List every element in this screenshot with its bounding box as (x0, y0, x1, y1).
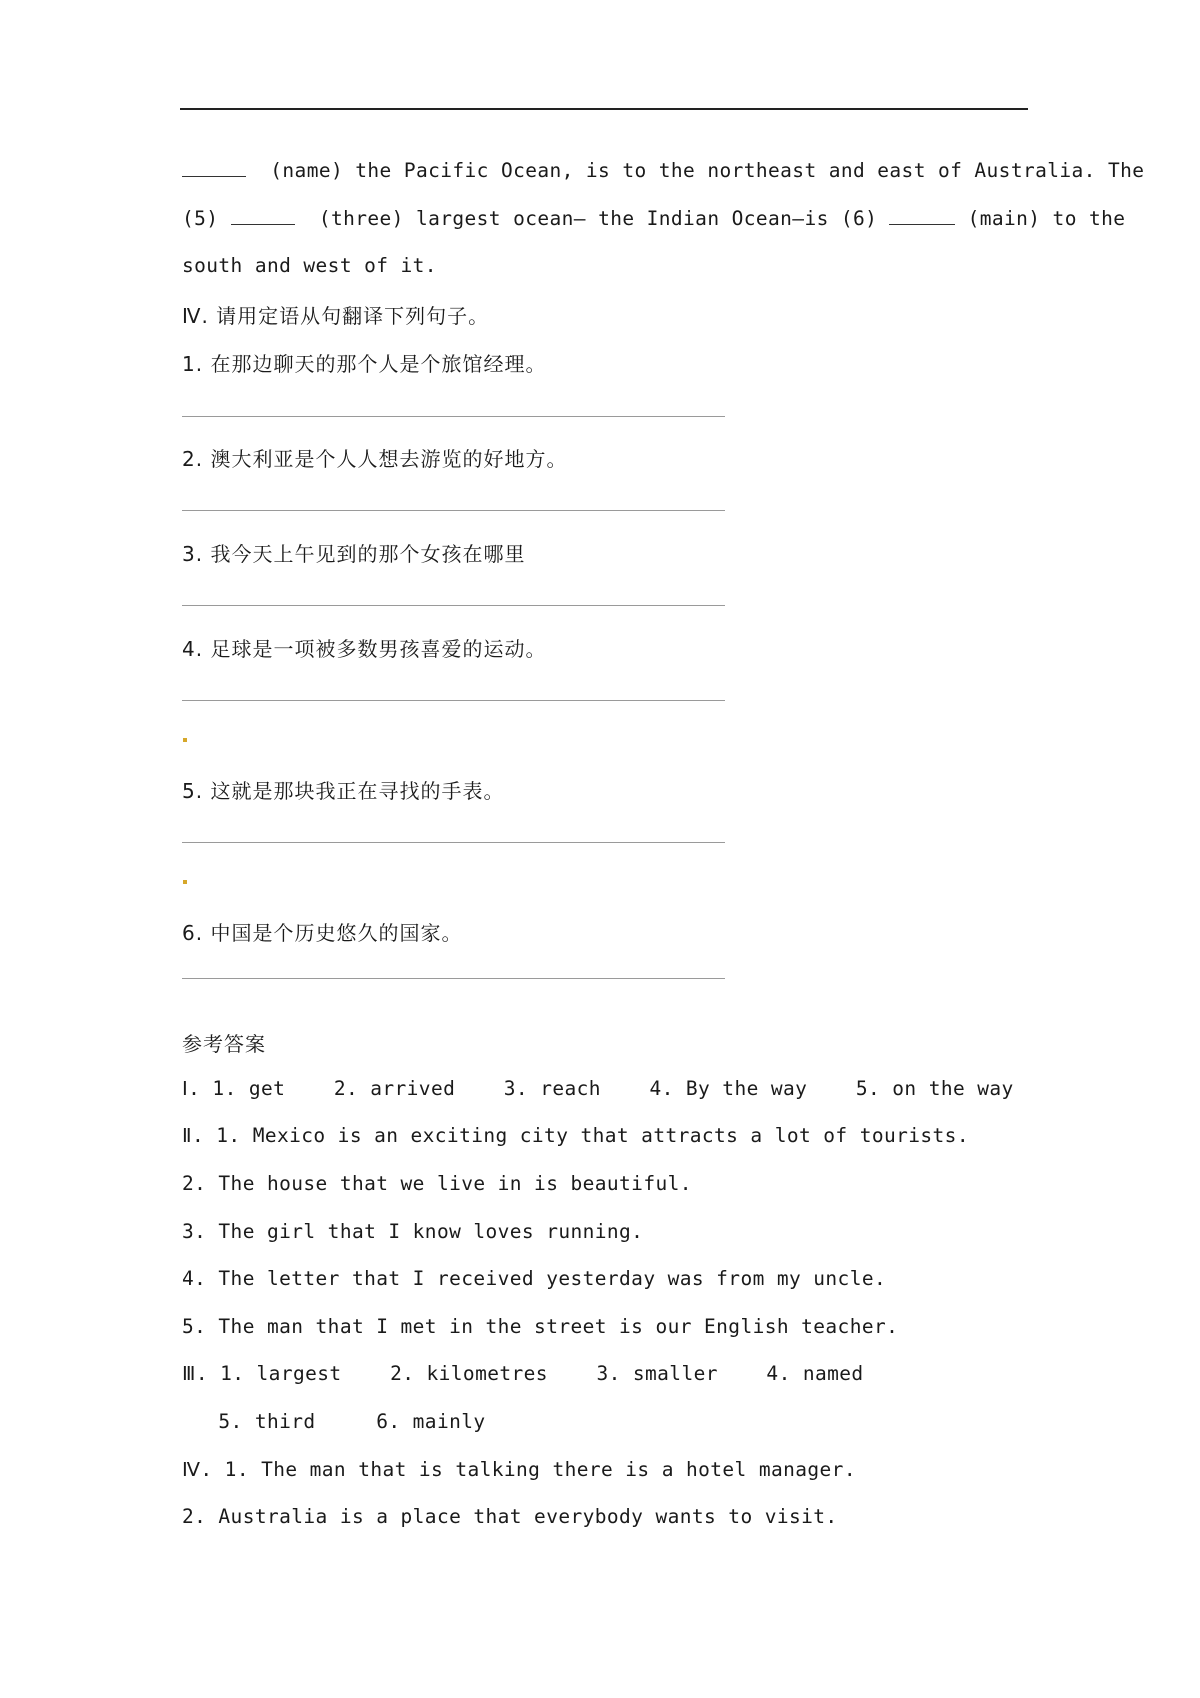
section-4-heading: Ⅳ. 请用定语从句翻译下列句子。 (182, 304, 490, 328)
answer-line-3[interactable] (182, 605, 725, 606)
translation-item-3: 3. 我今天上午见到的那个女孩在哪里 (182, 542, 526, 566)
translation-item-1: 1. 在那边聊天的那个人是个旅馆经理。 (182, 352, 547, 376)
stray-mark (183, 738, 187, 742)
translation-item-2: 2. 澳大利亚是个人人想去游览的好地方。 (182, 447, 568, 471)
answer-section-3-line-1: Ⅲ. 1. largest 2. kilometres 3. smaller 4. named (182, 1362, 864, 1385)
blank-5-number: (5) (182, 207, 219, 230)
answer-line-5[interactable] (182, 842, 725, 843)
passage-line-1-text: (name) the Pacific Ocean, is to the northeast and east of Australia. The (270, 159, 1145, 182)
answer-section-2-item-3: 3. The girl that I know loves running. (182, 1220, 644, 1243)
stray-mark (183, 880, 187, 884)
answer-section-2-item-2: 2. The house that we live in is beautiful. (182, 1172, 692, 1195)
passage-line-1 (182, 158, 1144, 182)
blank-6[interactable] (889, 206, 955, 225)
answer-line-1[interactable] (182, 416, 725, 417)
passage-line-2-tail: (main) to the (967, 207, 1126, 230)
translation-item-5: 5. 这就是那块我正在寻找的手表。 (182, 779, 505, 803)
answer-section-4-item-1: Ⅳ. 1. The man that is talking there is a hotel manager. (182, 1458, 856, 1481)
answers-heading: 参考答案 (182, 1032, 266, 1056)
passage-line-2 (182, 206, 1125, 230)
blank-5[interactable] (231, 206, 295, 225)
header-rule (180, 108, 1028, 110)
answer-section-2-item-4: 4. The letter that I received yesterday was from my uncle. (182, 1267, 887, 1290)
answer-section-2-item-5: 5. The man that I met in the street is our English teacher. (182, 1315, 899, 1338)
answer-line-4[interactable] (182, 700, 725, 701)
answer-section-2-item-1: Ⅱ. 1. Mexico is an exciting city that attracts a lot of tourists. (182, 1124, 969, 1147)
answer-section-4-item-2: 2. Australia is a place that everybody wants to visit. (182, 1505, 838, 1528)
answer-line-6[interactable] (182, 978, 725, 979)
translation-item-4: 4. 足球是一项被多数男孩喜爱的运动。 (182, 637, 547, 661)
passage-line-3: south and west of it. (182, 254, 437, 277)
blank-4[interactable] (182, 158, 246, 177)
answer-line-2[interactable] (182, 510, 725, 511)
passage-line-2-text: (three) largest ocean— the Indian Ocean—is (6) (318, 207, 878, 230)
answer-section-3-line-2: 5. third 6. mainly (182, 1410, 486, 1433)
translation-item-6: 6. 中国是个历史悠久的国家。 (182, 921, 463, 945)
answer-section-1: Ⅰ. 1. get 2. arrived 3. reach 4. By the way 5. on the way (182, 1077, 1014, 1100)
